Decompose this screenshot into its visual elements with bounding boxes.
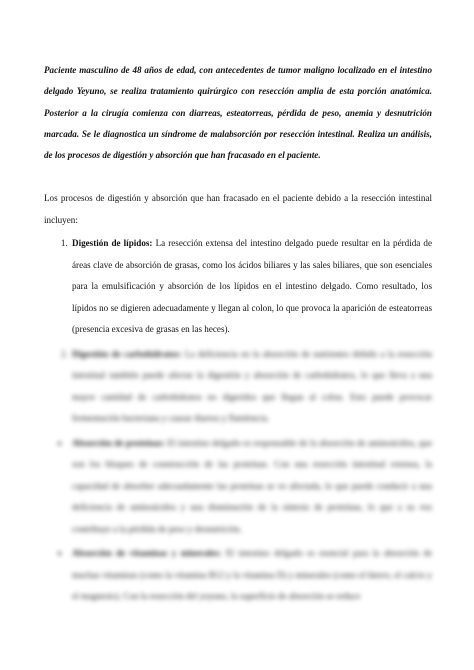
list-item-carbohydrates xyxy=(70,344,432,430)
item-title: Digestión de carbohidratos: xyxy=(72,348,182,359)
list-item-lipids xyxy=(70,233,432,341)
list-item-proteins xyxy=(70,433,432,541)
case-description: Paciente masculino de 48 años de edad, con antecedentes de tumor maligno localizado en el intestino delgado Yeyuno, se realiza tratamiento quirúrgico con resección amplia de esta porción anatómica. Posterior a la cirugía comienza con diarreas, esteatorreas, pérdida de peso, anemia y desnutrición marcada. Se le diagnostica un síndrome de malabsorción por resección intestinal. Realiza un análisis, de los procesos de digestión y absorción que han fracasado en el paciente. xyxy=(44,65,432,161)
intro-paragraph: Los procesos de digestión y absorción que han fracasado en el paciente debido a la resección intestinal incluyen: xyxy=(44,193,432,225)
item-body: La deficiencia en la absorción de nutrientes debido a la resección intestinal también puede afectar la digestión y absorción de carbohidratos, lo que lleva a una mayor cantidad de carbohidratos no digeridos que llegan al colon. Esto puede provocar fermentación bacteriana y causar diarrea y flatulencia. xyxy=(72,348,432,424)
item-body: El intestino delgado es responsable de la absorción de aminoácidos, que son los bloques de construcción de las proteínas. Con una resección intestinal extensa, la capacidad de absorber adecuadamente las proteínas se ve afectada, lo que puede conducir a una deficiencia de aminoácidos y una disminución de la síntesis de proteínas, lo que a su vez contribuye a la pérdida de peso y desnutrición. xyxy=(72,437,432,534)
item-body: La resección extensa del intestino delgado puede resultar en la pérdida de áreas clave de absorción de grasas, como los ácidos biliares y las sales biliares, que son esenciales para la emulsificación y absorción de los lípidos en el intestino delgado. Como resultado, los lípidos no se digieren adecuadamente y llegan al colon, lo que provoca la aparición de esteatorreas (presencia excesiva de grasas en las heces). xyxy=(72,238,432,335)
item-title: Absorción de proteínas: xyxy=(72,437,166,448)
document-page xyxy=(44,60,432,611)
item-title: Digestión de lípidos: xyxy=(72,238,153,249)
process-list xyxy=(44,233,432,608)
item-body: El intestino delgado es esencial para la absorción de muchas vitaminas (como la vitamina B12 y la vitamina D) y minerales (como el hierro, el calcio y el magnesio). Con la resección del yeyuno, la superficie de absorción se reduce xyxy=(72,548,432,602)
item-title: Absorción de vitaminas y minerales: xyxy=(72,548,222,559)
list-item-vitamins xyxy=(70,543,432,608)
